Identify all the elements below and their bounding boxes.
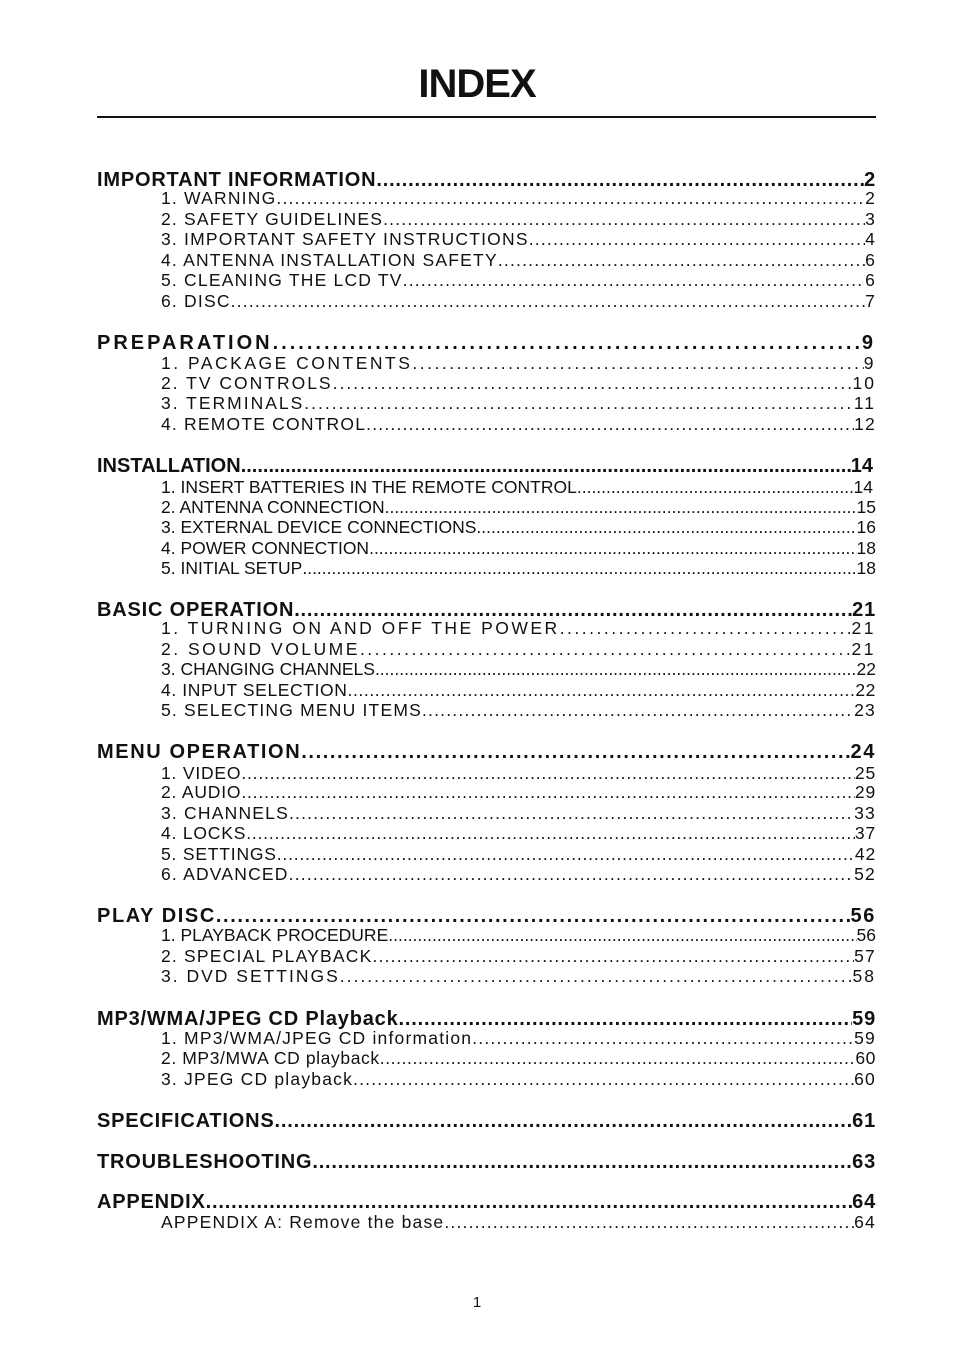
toc-item-label: 2. MP3/MWA CD playback bbox=[161, 1048, 380, 1068]
toc-section-label: APPENDIX bbox=[97, 1191, 206, 1213]
toc-item-label: 1. PLAYBACK PROCEDURE bbox=[161, 925, 389, 945]
toc-item[interactable] bbox=[161, 291, 876, 312]
toc-page-number: 16 bbox=[856, 517, 876, 537]
toc-item-label: 3. JPEG CD playback bbox=[161, 1069, 354, 1089]
toc-section-label: INSTALLATION bbox=[97, 455, 241, 477]
toc-page-number: 23 bbox=[854, 700, 876, 720]
dot-leader bbox=[353, 1069, 854, 1090]
dot-leader bbox=[333, 373, 853, 394]
toc-item[interactable] bbox=[161, 188, 876, 209]
toc-page-number: 58 bbox=[852, 966, 876, 986]
toc-page-number: 60 bbox=[855, 1048, 876, 1068]
toc-item[interactable] bbox=[161, 1028, 876, 1049]
toc-page-number: 59 bbox=[854, 1028, 876, 1048]
toc-item-label: 3. CHANNELS bbox=[161, 803, 289, 823]
toc-item-label: 3. DVD SETTINGS bbox=[161, 966, 340, 986]
toc-item-label: 1. VIDEO bbox=[161, 763, 242, 783]
toc-page-number: 63 bbox=[852, 1151, 876, 1173]
dot-leader bbox=[289, 864, 854, 885]
toc-item[interactable] bbox=[161, 414, 876, 435]
toc-item-label: 1. WARNING bbox=[161, 188, 277, 208]
dot-leader bbox=[277, 844, 855, 865]
toc-page-number: 56 bbox=[856, 925, 876, 945]
toc-item[interactable] bbox=[161, 270, 876, 291]
toc-page-number: 3 bbox=[865, 209, 876, 229]
toc-page-number: 64 bbox=[852, 1191, 876, 1213]
dot-leader bbox=[422, 700, 854, 721]
toc-section-label: SPECIFICATIONS bbox=[97, 1110, 275, 1132]
toc-item[interactable] bbox=[161, 538, 876, 559]
toc-page-number: 12 bbox=[854, 414, 876, 434]
toc-section-menu-operation[interactable] bbox=[97, 740, 876, 764]
toc-item[interactable] bbox=[161, 844, 876, 865]
toc-item[interactable] bbox=[161, 680, 876, 701]
toc-item[interactable] bbox=[161, 700, 876, 721]
toc-section-label: IMPORTANT INFORMATION bbox=[97, 169, 377, 191]
toc-item-label: APPENDIX A: Remove the base bbox=[161, 1212, 445, 1232]
toc-item[interactable] bbox=[161, 803, 876, 824]
dot-leader bbox=[560, 618, 852, 639]
toc-item-label: 5. INITIAL SETUP bbox=[161, 558, 303, 578]
dot-leader bbox=[340, 966, 853, 987]
toc-page-number: 25 bbox=[854, 763, 876, 783]
toc-item[interactable] bbox=[161, 823, 876, 844]
dot-leader bbox=[380, 1048, 856, 1069]
toc-section-label: PREPARATION bbox=[97, 332, 273, 354]
toc-page-number: 14 bbox=[850, 455, 873, 477]
toc-section-specifications[interactable] bbox=[97, 1109, 876, 1133]
toc-item[interactable] bbox=[161, 517, 876, 538]
toc-page-number: 6 bbox=[865, 250, 876, 270]
toc-page-number: 9 bbox=[861, 332, 876, 354]
toc-section-label: BASIC OPERATION bbox=[97, 599, 295, 621]
toc-item[interactable] bbox=[161, 966, 876, 987]
toc-page-number: 61 bbox=[852, 1110, 876, 1132]
toc-page-number: 2 bbox=[865, 188, 876, 208]
dot-leader bbox=[275, 1109, 853, 1133]
toc-item-label: 2. AUDIO bbox=[161, 782, 242, 802]
dot-leader bbox=[369, 538, 856, 559]
toc-page-number: 6 bbox=[865, 270, 876, 290]
toc-section-preparation[interactable] bbox=[97, 331, 876, 355]
toc-page-number: 56 bbox=[850, 905, 876, 927]
toc-page-number: 57 bbox=[854, 946, 876, 966]
toc-page-number: 11 bbox=[853, 393, 876, 413]
title-divider bbox=[97, 116, 876, 118]
toc-item-label: 3. IMPORTANT SAFETY INSTRUCTIONS bbox=[161, 229, 529, 249]
toc-page-number: 60 bbox=[854, 1069, 876, 1089]
toc-item-label: 2. SOUND VOLUME bbox=[161, 639, 360, 659]
toc-item[interactable] bbox=[161, 209, 876, 230]
toc-item-label: 3. CHANGING CHANNELS bbox=[161, 659, 375, 679]
dot-leader bbox=[273, 331, 862, 355]
dot-leader bbox=[388, 925, 856, 946]
toc-item[interactable] bbox=[161, 373, 876, 394]
toc-page-number: 10 bbox=[852, 373, 876, 393]
toc-item[interactable] bbox=[161, 229, 876, 250]
toc-item[interactable] bbox=[161, 393, 876, 414]
dot-leader bbox=[241, 782, 855, 803]
toc-page-number: 18 bbox=[856, 558, 876, 578]
toc-item-label: 3. EXTERNAL DEVICE CONNECTIONS bbox=[161, 517, 477, 537]
dot-leader bbox=[246, 823, 855, 844]
toc-item[interactable] bbox=[161, 864, 876, 885]
toc-item-label: 4. ANTENNA INSTALLATION SAFETY bbox=[161, 250, 498, 270]
toc-item-label: 5. SELECTING MENU ITEMS bbox=[161, 700, 422, 720]
toc-item-label: 2. SPECIAL PLAYBACK bbox=[161, 946, 373, 966]
toc-item[interactable] bbox=[161, 782, 876, 803]
toc-item[interactable] bbox=[161, 946, 876, 967]
toc-item-label: 1. TURNING ON AND OFF THE POWER bbox=[161, 618, 560, 638]
toc-item[interactable] bbox=[161, 763, 876, 784]
toc-item[interactable] bbox=[161, 618, 876, 639]
toc-item[interactable] bbox=[161, 250, 876, 271]
toc-item-label: 5. CLEANING THE LCD TV bbox=[161, 270, 403, 290]
toc-page-number: 37 bbox=[854, 823, 876, 843]
toc-page-number: 64 bbox=[854, 1212, 876, 1232]
toc-page-number: 52 bbox=[854, 864, 876, 884]
toc-page-number: 14 bbox=[853, 477, 873, 497]
dot-leader bbox=[412, 353, 863, 374]
dot-leader bbox=[302, 558, 856, 579]
toc-item-label: 1. INSERT BATTERIES IN THE REMOTE CONTROL bbox=[161, 477, 577, 497]
toc-section-label: TROUBLESHOOTING bbox=[97, 1151, 313, 1173]
dot-leader bbox=[360, 639, 852, 660]
dot-leader bbox=[241, 454, 851, 478]
toc-page-number: 33 bbox=[854, 803, 876, 823]
toc-section-troubleshooting[interactable] bbox=[97, 1150, 876, 1174]
toc-item[interactable] bbox=[161, 1212, 876, 1233]
toc-section-label: MENU OPERATION bbox=[97, 741, 302, 763]
toc-item[interactable] bbox=[161, 353, 876, 374]
dot-leader bbox=[498, 250, 865, 271]
toc-page-number: 24 bbox=[850, 741, 876, 763]
toc-section-installation[interactable] bbox=[97, 454, 873, 478]
toc-item-label: 5. SETTINGS bbox=[161, 844, 277, 864]
dot-leader bbox=[444, 1212, 854, 1233]
dot-leader bbox=[403, 270, 865, 291]
dot-leader bbox=[304, 393, 854, 414]
toc-section-appendix[interactable] bbox=[97, 1190, 876, 1214]
toc-item-label: 2. TV CONTROLS bbox=[161, 373, 333, 393]
toc-item-label: 4. LOCKS bbox=[161, 823, 247, 843]
toc-page-number: 42 bbox=[854, 844, 876, 864]
toc-section-label: MP3/WMA/JPEG CD Playback bbox=[97, 1008, 399, 1030]
toc-page-number: 21 bbox=[851, 639, 876, 659]
toc-item-label: 4. INPUT SELECTION bbox=[161, 680, 348, 700]
dot-leader bbox=[472, 1028, 854, 1049]
toc-page-number: 18 bbox=[856, 538, 876, 558]
toc-page-number: 22 bbox=[855, 680, 876, 700]
dot-leader bbox=[231, 291, 865, 312]
toc-item[interactable] bbox=[161, 558, 876, 579]
toc-item[interactable] bbox=[161, 1069, 876, 1090]
toc-item-label: 3. TERMINALS bbox=[161, 393, 305, 413]
toc-item-label: 6. DISC bbox=[161, 291, 231, 311]
dot-leader bbox=[385, 497, 857, 518]
toc-page-number: 7 bbox=[865, 291, 876, 311]
dot-leader bbox=[206, 1190, 852, 1214]
dot-leader bbox=[476, 517, 856, 538]
toc-item[interactable] bbox=[161, 497, 876, 518]
page-title: INDEX bbox=[418, 62, 536, 106]
toc-page-number: 2 bbox=[864, 169, 876, 191]
dot-leader bbox=[301, 740, 850, 764]
toc-item-label: 2. SAFETY GUIDELINES bbox=[161, 209, 384, 229]
toc-page-number: 22 bbox=[856, 659, 876, 679]
dot-leader bbox=[366, 414, 854, 435]
toc-section-label: PLAY DISC bbox=[97, 905, 216, 927]
toc-page-number: 9 bbox=[863, 353, 876, 373]
dot-leader bbox=[529, 229, 865, 250]
toc-page-number: 29 bbox=[854, 782, 876, 802]
dot-leader bbox=[312, 1150, 852, 1174]
toc-item-label: 4. REMOTE CONTROL bbox=[161, 414, 367, 434]
toc-item-label: 1. MP3/WMA/JPEG CD information bbox=[161, 1028, 473, 1048]
toc-item-label: 1. PACKAGE CONTENTS bbox=[161, 353, 413, 373]
toc-item[interactable] bbox=[161, 659, 876, 680]
toc-page-number: 4 bbox=[865, 229, 876, 249]
toc-item[interactable] bbox=[161, 1048, 876, 1069]
toc-item[interactable] bbox=[161, 477, 873, 498]
toc-page-number: 21 bbox=[851, 618, 876, 638]
toc-page-number: 15 bbox=[856, 497, 876, 517]
dot-leader bbox=[276, 188, 865, 209]
dot-leader bbox=[383, 209, 865, 230]
dot-leader bbox=[375, 659, 857, 680]
toc-page-number: 59 bbox=[852, 1008, 876, 1030]
toc-page-number: 21 bbox=[852, 599, 876, 621]
page-number: 1 bbox=[472, 1294, 482, 1311]
toc-item-label: 2. ANTENNA CONNECTION bbox=[161, 497, 385, 517]
dot-leader bbox=[241, 763, 855, 784]
dot-leader bbox=[289, 803, 854, 824]
dot-leader bbox=[348, 680, 856, 701]
toc-item-label: 6. ADVANCED bbox=[161, 864, 289, 884]
dot-leader bbox=[577, 477, 854, 498]
dot-leader bbox=[373, 946, 855, 967]
toc-item[interactable] bbox=[161, 925, 876, 946]
toc-item-label: 4. POWER CONNECTION bbox=[161, 538, 370, 558]
toc-item[interactable] bbox=[161, 639, 876, 660]
